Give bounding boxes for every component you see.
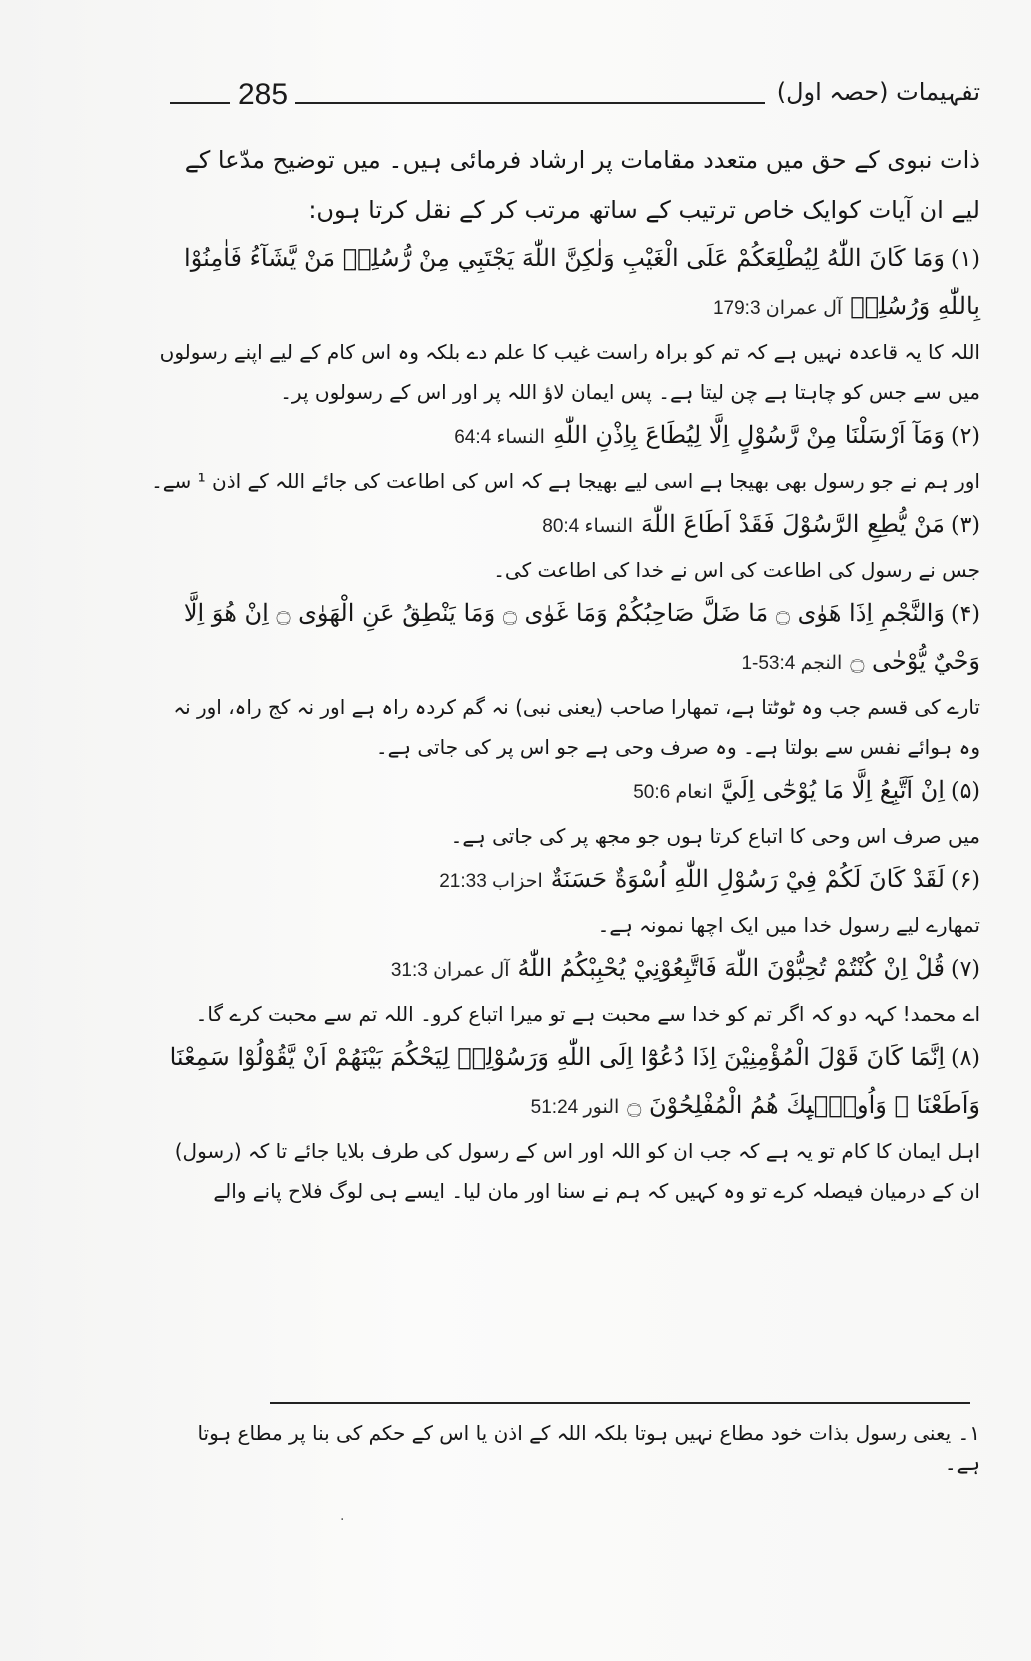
- verse-3: [150, 501, 980, 550]
- page-number: 285: [238, 78, 289, 111]
- footnote-divider: [270, 1402, 970, 1404]
- verse-text: وَمَا كَانَ اللّٰهُ لِيُطْلِعَكُمْ عَلَى الْغَيْبِ وَلٰكِنَّ اللّٰهَ يَجْتَبِي مِنْ رُّسُلِهٖ مَنْ يَّشَآءُ فَاٰمِنُوْا بِاللّٰهِ وَرُسُلِهٖ: [184, 244, 980, 320]
- verse-number: (۶): [950, 868, 980, 893]
- verse-text: مَنْ يُّطِعِ الرَّسُوْلَ فَقَدْ اَطَاعَ اللّٰهَ: [641, 510, 945, 538]
- header-rule-left: [170, 102, 230, 104]
- verse-6: [150, 856, 980, 905]
- verse-number: (۴): [950, 602, 980, 627]
- translation-2: اور ہم نے جو رسول بھی بھیجا ہے اسی لیے بھیجا ہے کہ اس کی اطاعت کی جائے اللہ کے اذن ¹ سے۔: [151, 469, 980, 493]
- verse-reference: انعام 50:6: [633, 782, 713, 803]
- translation-7: اے محمد! کہہ دو کہ اگر تم کو خدا سے محبت ہے تو میرا اتباع کرو۔ اللہ تم سے محبت کرے گا۔: [195, 1002, 980, 1026]
- verse-reference: النور 51:24: [530, 1097, 620, 1118]
- verse-number: (۸): [950, 1046, 980, 1071]
- footnote: ۱۔ یعنی رسول بذات خود مطاع نہیں ہوتا بلکہ اللہ کے اذن یا اس کے حکم کی بنا پر مطاع ہوتا ہے۔: [197, 1421, 980, 1475]
- header-rule: [295, 102, 765, 104]
- verse-number: (۵): [950, 779, 980, 804]
- verse-reference: النساء 64:4: [454, 427, 545, 448]
- verse-number: (۲): [950, 424, 980, 449]
- verse-text: قُلْ اِنْ كُنْتُمْ تُحِبُّوْنَ اللّٰهَ فَاتَّبِعُوْنِيْ يُحْبِبْكُمُ اللّٰهُ: [517, 954, 945, 982]
- book-title: تفہیمات (حصہ اول): [776, 78, 980, 106]
- ink-speck: ·: [340, 1512, 345, 1528]
- verse-text: وَالنَّجْمِ اِذَا هَوٰى ۝ مَا ضَلَّ صَاحِبُكُمْ وَمَا غَوٰى ۝ وَمَا يَنْطِقُ عَنِ الْهَوٰى ۝ اِنْ هُوَ اِلَّا وَحْيٌ يُّوْحٰى ۝: [183, 599, 980, 675]
- verse-text: وَمَآ اَرْسَلْنَا مِنْ رَّسُوْلٍ اِلَّا لِيُطَاعَ بِاِذْنِ اللّٰهِ: [552, 421, 945, 449]
- verse-5: [150, 767, 980, 816]
- verse-text: لَقَدْ كَانَ لَكُمْ فِيْ رَسُوْلِ اللّٰهِ اُسْوَةٌ حَسَنَةٌ: [550, 865, 945, 893]
- verse-7: [150, 945, 980, 994]
- verse-reference: آل عمران 179:3: [712, 298, 843, 319]
- translation-5: میں صرف اس وحی کا اتباع کرتا ہوں جو مجھ پر کی جاتی ہے۔: [450, 824, 980, 848]
- verse-reference: النساء 80:4: [542, 516, 633, 537]
- verse-text: اِنَّمَا كَانَ قَوْلَ الْمُؤْمِنِيْنَ اِذَا دُعُوْٓا اِلَى اللّٰهِ وَرَسُوْلِهٖ لِيَحْكُمَ بَيْنَهُمْ اَنْ يَّقُوْلُوْا سَمِعْنَا وَاَطَعْنَا ۭ وَاُولٰۗىِٕكَ هُمُ الْمُفْلِحُوْنَ ۝: [169, 1043, 980, 1119]
- verse-number: (۱): [950, 247, 980, 272]
- translation-4: تارے کی قسم جب وہ ٹوٹتا ہے، تمھارا صاحب (یعنی نبی) نہ گم کردہ راہ ہے اور نہ کج راہ، اور نہ وہ ہوائے نفس سے بولتا ہے۔ وہ صرف وحی ہے جو اس پر کی جاتی ہے۔: [173, 695, 980, 759]
- verse-reference: احزاب 21:33: [439, 871, 543, 892]
- translation-6: تمھارے لیے رسول خدا میں ایک اچھا نمونہ ہے۔: [597, 913, 980, 937]
- translation-8: اہل ایمان کا کام تو یہ ہے کہ جب ان کو اللہ اور اس کے رسول کی طرف بلایا جائے تا کہ (رسول) ان کے درمیان فیصلہ کرے تو وہ کہیں کہ ہم نے سنا اور مان لیا۔ ایسے ہی لوگ فلاح پانے والے: [174, 1139, 980, 1203]
- verse-reference: النجم 53:4-1: [741, 653, 843, 674]
- translation-3: جس نے رسول کی اطاعت کی اس نے خدا کی اطاعت کی۔: [493, 558, 980, 582]
- verse-2: [150, 412, 980, 461]
- verse-4: [150, 590, 980, 687]
- verse-number: (۳): [950, 513, 980, 538]
- translation-1: اللہ کا یہ قاعدہ نہیں ہے کہ تم کو براہ راست غیب کا علم دے بلکہ وہ اس کام کے لیے اپنے رسولوں میں سے جس کو چاہتا ہے چن لیتا ہے۔ پس ایمان لاؤ اللہ پر اور اس کے رسولوں پر۔: [159, 340, 980, 404]
- page-body: [150, 135, 980, 1211]
- page-header: [170, 78, 980, 118]
- verse-text: اِنْ اَتَّبِعُ اِلَّا مَا يُوْحٰٓى اِلَيَّ: [720, 776, 945, 804]
- verse-1: [150, 235, 980, 332]
- intro-paragraph: ذات نبوی کے حق میں متعدد مقامات پر ارشاد فرمائی ہیں۔ میں توضیح مدّعا کے لیے ان آیات کوایک خاص ترتیب کے ساتھ مرتب کر کے نقل کرتا ہوں:: [184, 146, 980, 224]
- verse-number: (۷): [950, 957, 980, 982]
- verse-reference: آل عمران 31:3: [390, 960, 510, 981]
- verse-8: [150, 1034, 980, 1131]
